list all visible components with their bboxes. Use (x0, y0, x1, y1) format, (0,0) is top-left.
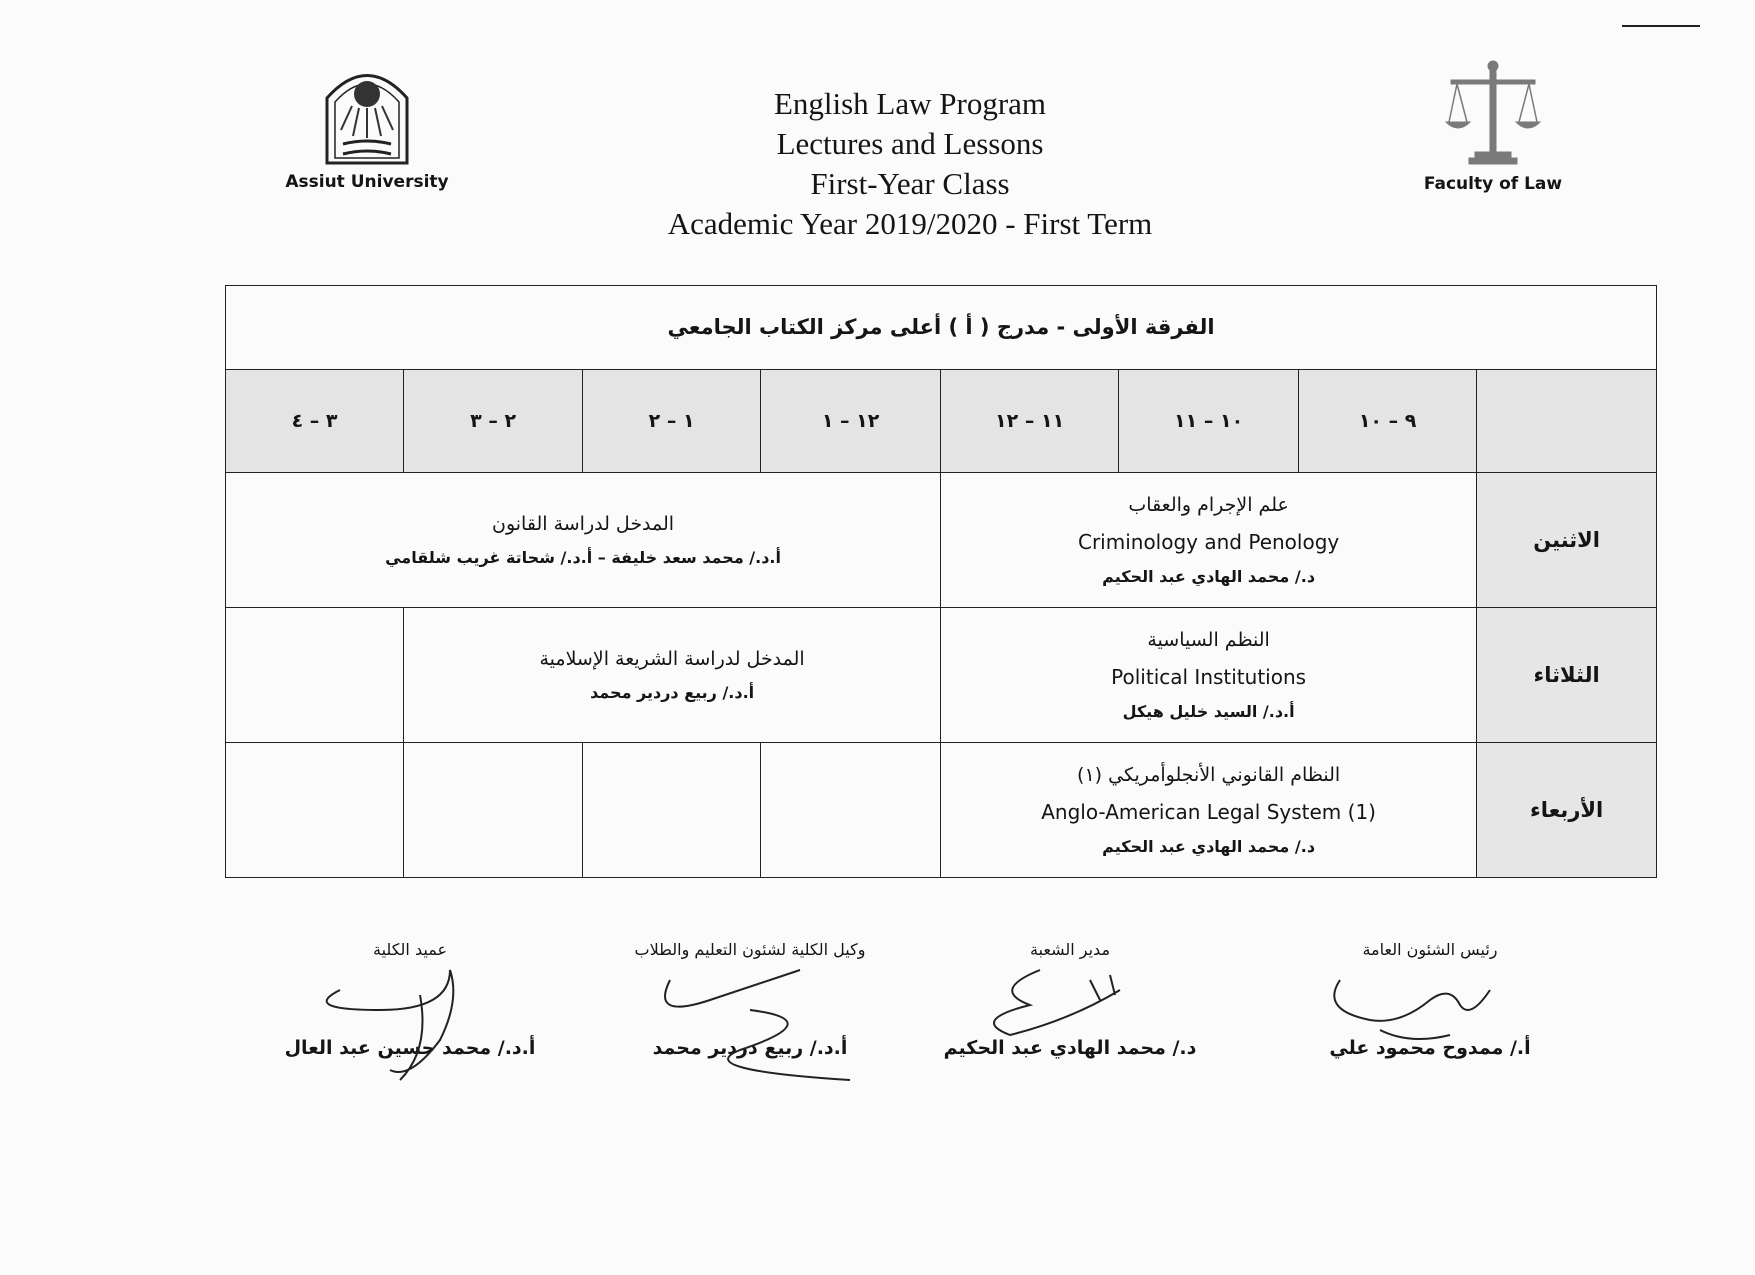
time-slot: ٢ – ٣ (404, 369, 583, 472)
course-name-ar: النظام القانوني الأنجلوأمريكي (١) (1077, 763, 1341, 786)
schedule-title: الفرقة الأولى - مدرج ( أ ) أعلى مركز الكتاب الجامعي (226, 286, 1657, 370)
course-name-ar: المدخل لدراسة الشريعة الإسلامية (539, 647, 805, 670)
university-seal-icon (317, 58, 417, 168)
course-instructor: د./ محمد الهادي عبد الحكيم (1102, 566, 1316, 586)
corner-mark (1622, 25, 1700, 27)
signature-title: وكيل الكلية لشئون التعليم والطلاب (634, 940, 866, 959)
signature-name: أ.د./ محمد حسين عبد العال (284, 1037, 536, 1059)
signature-block-public-affairs (1290, 940, 1570, 1059)
empty-cell (226, 742, 404, 877)
scales-of-justice-icon (1443, 60, 1543, 170)
handwritten-signature-icon (630, 950, 890, 1090)
course-instructor: أ.د./ ربيع دردير محمد (590, 682, 755, 702)
empty-cell (226, 607, 404, 742)
course-name-ar: علم الإجرام والعقاب (1128, 493, 1289, 516)
day-label: الأربعاء (1477, 742, 1657, 877)
course-cell (941, 607, 1477, 742)
course-name-ar: النظم السياسية (1147, 628, 1270, 651)
course-cell (226, 472, 941, 607)
course-name-en: Anglo-American Legal System (1) (1041, 799, 1376, 824)
time-slot: ٩ – ١٠ (1299, 369, 1477, 472)
header-line-lectures: Lectures and Lessons (776, 126, 1044, 161)
time-slot: ٣ – ٤ (226, 369, 404, 472)
schedule-table (225, 285, 1657, 878)
header-line-academic-year: Academic Year 2019/2020 - First Term (667, 206, 1153, 241)
signature-name: أ.د./ ربيع دردير محمد (652, 1037, 848, 1059)
faculty-logo (1408, 60, 1578, 194)
course-name-ar: المدخل لدراسة القانون (492, 512, 675, 535)
time-slot: ١٠ – ١١ (1119, 369, 1299, 472)
course-instructor: أ.د./ السيد خليل هيكل (1122, 701, 1295, 721)
header-line-program: English Law Program (773, 86, 1047, 121)
document-header (560, 84, 1260, 244)
time-slot: ١١ – ١٢ (941, 369, 1119, 472)
header-line-class: First-Year Class (810, 166, 1010, 201)
course-instructor: أ.د./ محمد سعد خليفة – أ.د./ شحاتة غريب شلقامي (385, 547, 781, 567)
handwritten-signature-icon (950, 950, 1190, 1050)
handwritten-signature-icon (1310, 950, 1550, 1050)
course-cell (941, 472, 1477, 607)
handwritten-signature-icon (290, 950, 530, 1090)
day-label: الثلاثاء (1477, 607, 1657, 742)
time-slot: ١٢ – ١ (761, 369, 941, 472)
signature-name: أ./ ممدوح محمود علي (1329, 1037, 1531, 1059)
course-name-en: Political Institutions (1111, 664, 1307, 689)
table-row-monday (226, 472, 1657, 607)
university-logo (282, 58, 452, 192)
empty-cell (404, 742, 583, 877)
time-slot: ١ – ٢ (583, 369, 761, 472)
right-logo-label: Faculty of Law (1423, 174, 1563, 194)
empty-cell (583, 742, 761, 877)
course-cell (941, 742, 1477, 877)
course-name-en: Criminology and Penology (1077, 529, 1340, 554)
time-slots-row (226, 369, 1657, 472)
signature-block-dean (270, 940, 550, 1059)
time-header-corner (1477, 369, 1657, 472)
table-row-wednesday (226, 742, 1657, 877)
empty-cell (761, 742, 941, 877)
signature-name: د./ محمد الهادي عبد الحكيم (943, 1037, 1197, 1059)
left-logo-label: Assiut University (285, 172, 449, 192)
course-cell (404, 607, 941, 742)
course-instructor: د./ محمد الهادي عبد الحكيم (1102, 836, 1316, 856)
signature-title: رئيس الشئون العامة (1362, 940, 1498, 959)
signature-title: مدير الشعبة (1029, 940, 1111, 959)
day-label: الاثنين (1477, 472, 1657, 607)
table-row-tuesday (226, 607, 1657, 742)
signature-block-division-manager (930, 940, 1210, 1059)
signature-block-vice-dean (610, 940, 890, 1059)
signature-title: عميد الكلية (373, 940, 447, 959)
